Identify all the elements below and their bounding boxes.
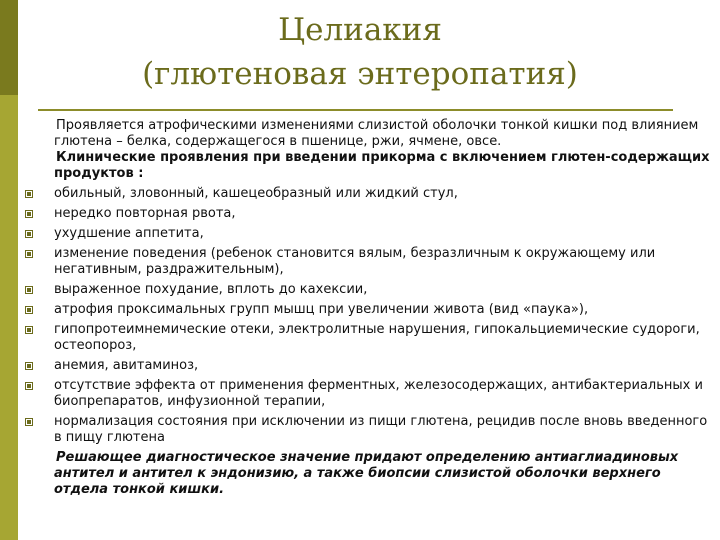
bullet-square-icon — [25, 362, 33, 370]
bullet-square-icon — [25, 418, 33, 426]
bullet-square-icon — [25, 306, 33, 314]
bullet-square-icon — [25, 286, 33, 294]
list-item — [18, 226, 718, 242]
bullet-text: атрофия проксимальных групп мышц при увеличении живота (вид «паука»), — [54, 302, 589, 317]
bullet-text: обильный, зловонный, кашецеобразный или жидкий стул, — [54, 186, 458, 201]
bullet-square-icon — [25, 190, 33, 198]
list-item — [18, 378, 718, 410]
bullet-square-icon — [25, 382, 33, 390]
bullet-square-icon — [25, 250, 33, 258]
bullet-square-icon — [25, 210, 33, 218]
slide-title — [0, 8, 720, 96]
clinical-heading: Клинические проявления при введении прикорма с включением глютен-содержащих продуктов : — [54, 150, 710, 181]
bullet-square-icon — [25, 326, 33, 334]
bullet-text: гипопротеимнемические отеки, электролитные нарушения, гипокальциемические судороги, остеопороз, — [54, 322, 700, 353]
bullet-text: выраженное похудание, вплоть до кахексии, — [54, 282, 368, 297]
list-item — [18, 186, 718, 202]
slide-content — [18, 118, 718, 498]
list-item — [18, 206, 718, 222]
conclusion-text: Решающее диагностическое значение придают определению антиаглиадиновых антител и антител к эндонизию, а также биопсии слизистой оболочки верхнего отдела тонкой кишки. — [54, 450, 679, 497]
bullet-text: анемия, авитаминоз, — [54, 358, 199, 373]
bullet-text: отсутствие эффекта от применения ферментных, железосодержащих, антибактериальных и биопрепаратов, инфузионной терапии, — [54, 378, 703, 409]
title-divider — [38, 109, 673, 111]
list-item — [18, 282, 718, 298]
title-line-1: Целиакия — [278, 12, 442, 48]
list-item — [18, 414, 718, 446]
list-item — [18, 322, 718, 354]
title-line-2: (глютеновая энтеропатия) — [142, 56, 578, 92]
bullet-square-icon — [25, 230, 33, 238]
bullet-text: ухудшение аппетита, — [54, 226, 204, 241]
list-item — [18, 302, 718, 318]
intro-text: Проявляется атрофическими изменениями слизистой оболочки тонкой кишки под влиянием глютена – белка, содержащегося в пшенице, ржи, ячмене, овсе. — [54, 118, 699, 149]
bullet-text: нормализация состояния при исключении из пищи глютена, рецидив после вновь введенного в пищу глютена — [54, 414, 708, 445]
bullet-text: нередко повторная рвота, — [54, 206, 236, 221]
bullet-text: изменение поведения (ребенок становится вялым, безразличным к окружающему или негативным, раздражительным), — [54, 246, 656, 277]
list-item — [18, 358, 718, 374]
list-item — [18, 246, 718, 278]
